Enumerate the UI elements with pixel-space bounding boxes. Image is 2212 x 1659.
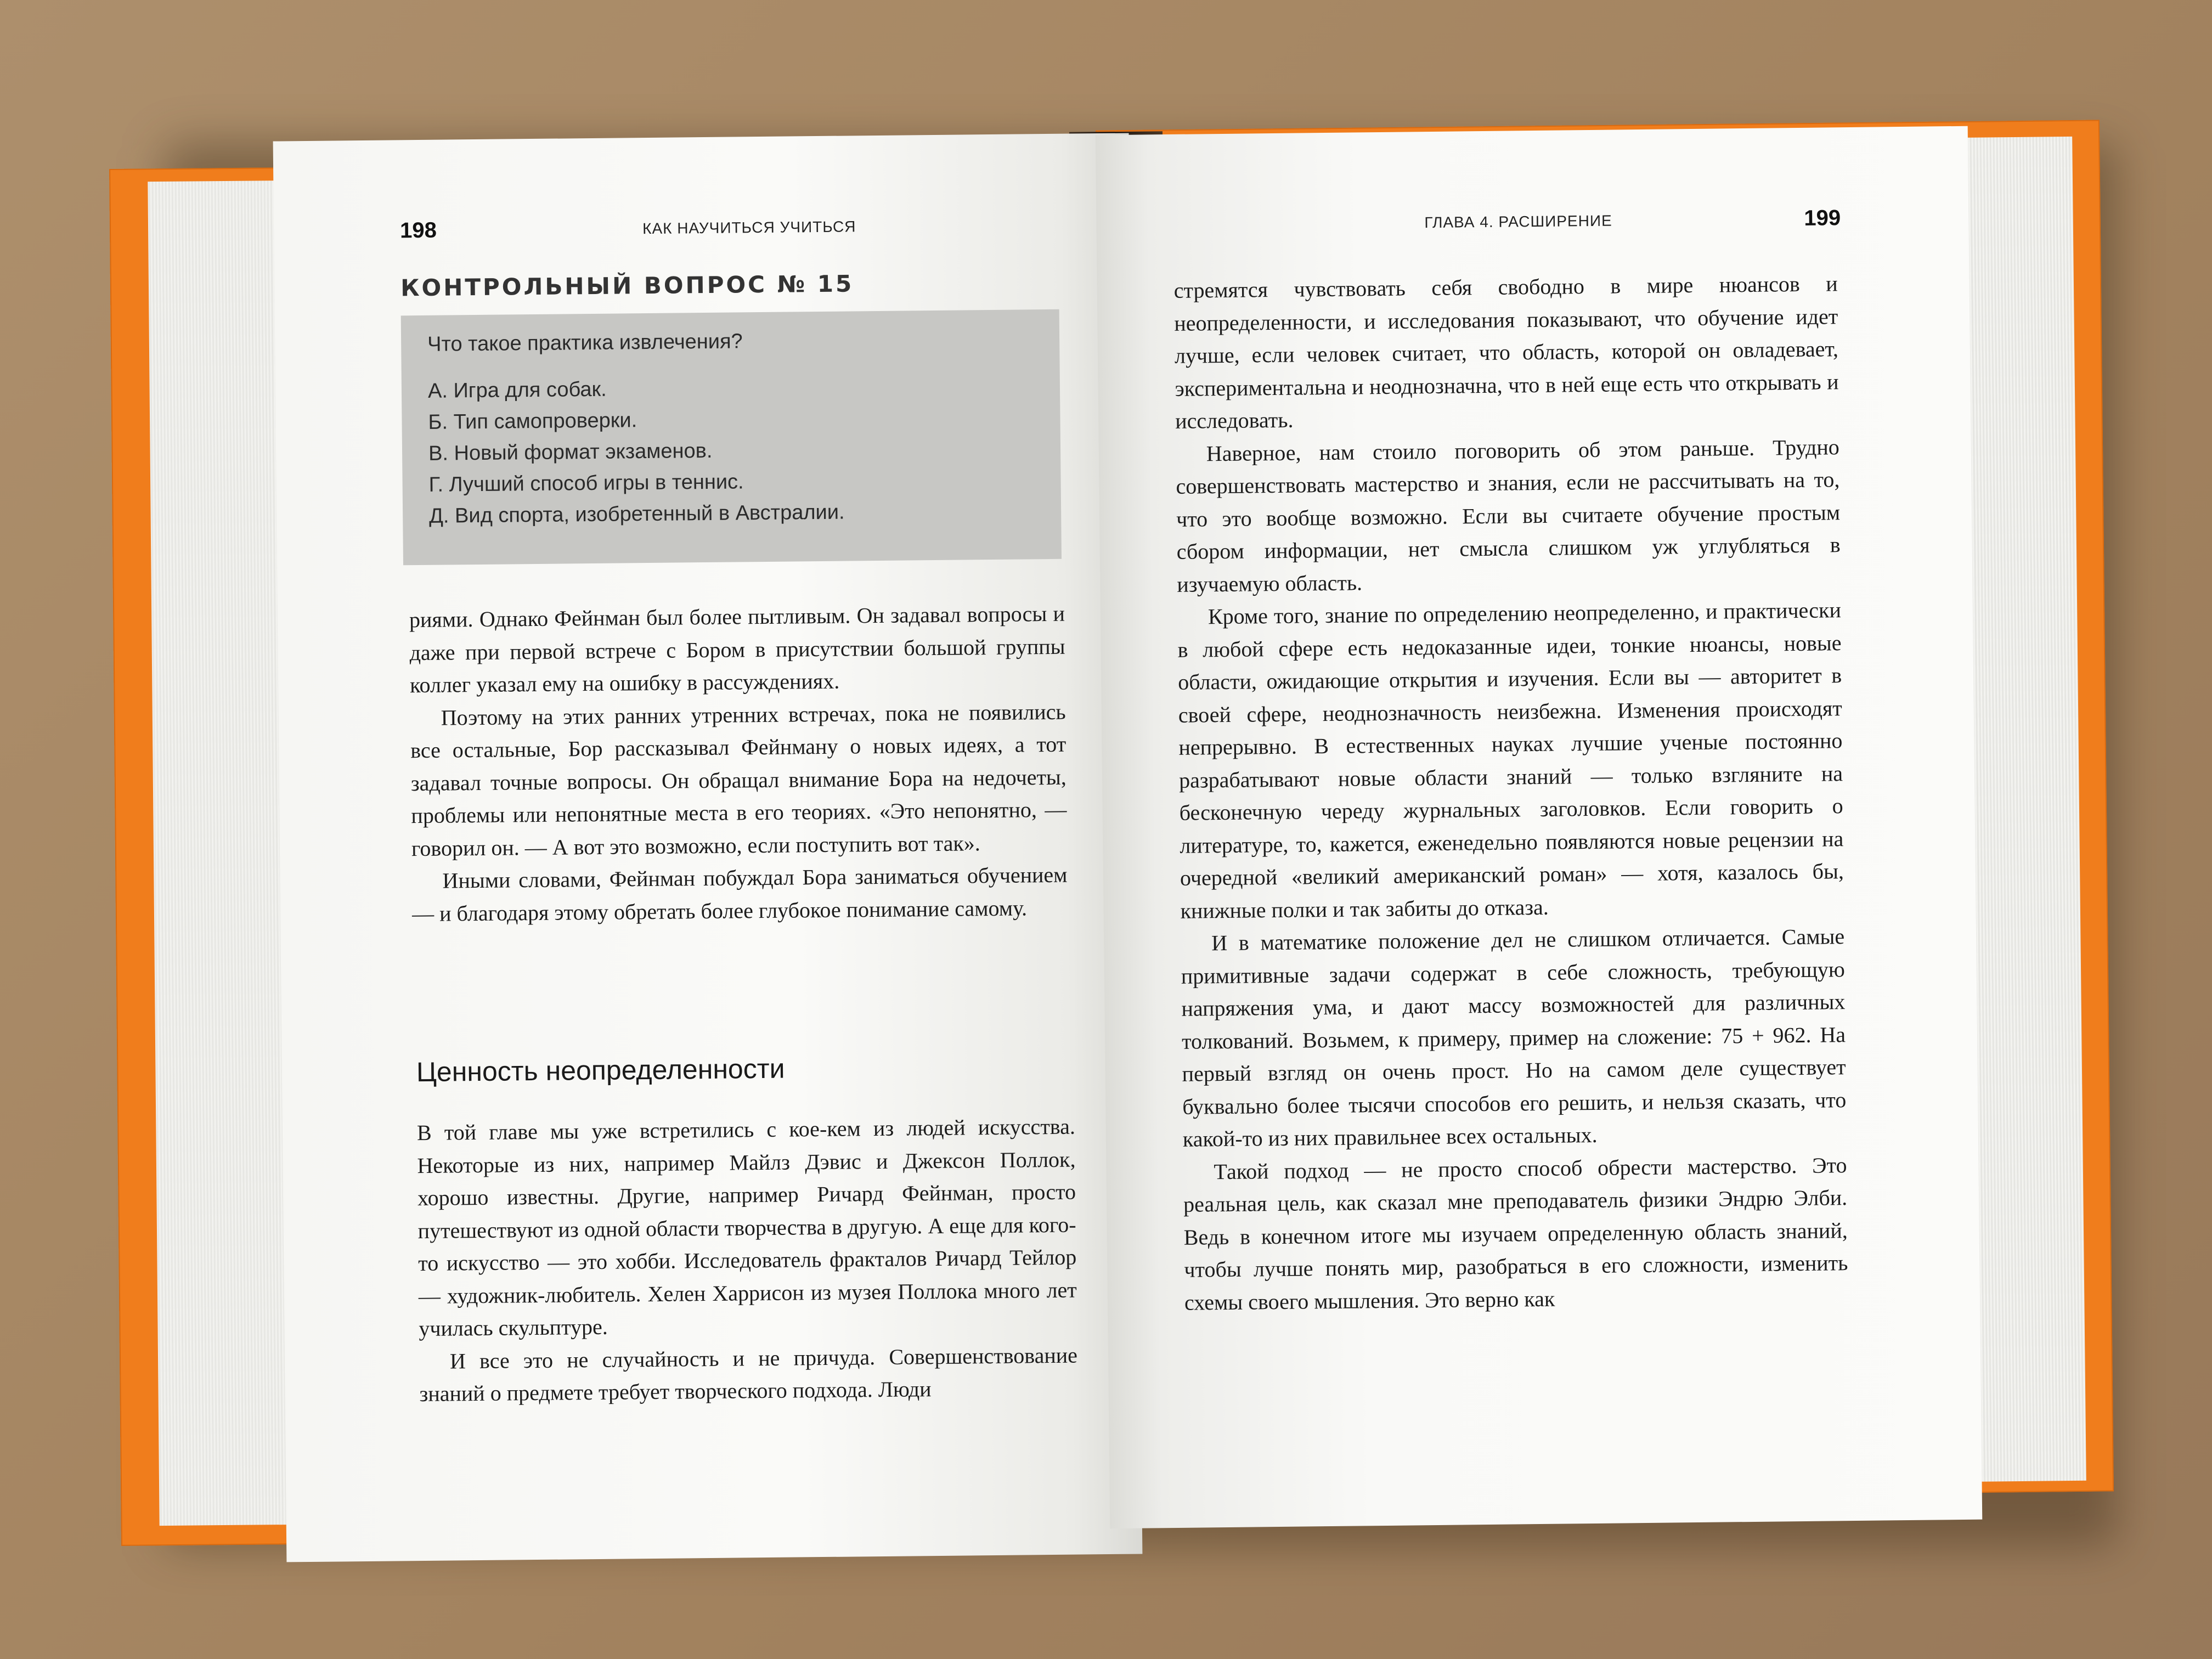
page-number: 198 <box>399 218 437 243</box>
left-page <box>273 133 1143 1562</box>
paragraph: Кроме того, знание по определению неопределенно, и практически в любой сфере есть недоказанные идеи, тонкие нюансы, новые области, ожидающие открытия и изучения. Если вы — авторитет в своей сфере, неоднозначность неизбежна. Изменения происходят непрерывно. В естественных науках лучшие ученые постоянно разрабатывают новые области знаний — только взгляните на бесконечную череду журнальных заголовков. Если говорить о литературе, то, кажется, еженедельно появляются новые рецензии на очередной «великий американский роман» — хотя, казалось бы, книжные полки и так забиты до отказа. <box>1177 597 1844 923</box>
body-text-bottom <box>417 1110 1078 1410</box>
quiz-option: Г. Лучший способ игры в теннис. <box>428 470 744 496</box>
body-text <box>1173 267 1848 1319</box>
paragraph: И в математике положение дел не слишком отличается. Самые примитивные задачи содержат в себе сложность, требующую напряжения ума, и дают массу возможностей для различных толкований. Возьмем, к примеру, пример на сложение: 75 + 962. На первый взгляд он очень прост. Но на самом деле существует буквально более тысячи способов его решить, и нельзя сказать, что какой-то из них правильнее всех остальных. <box>1181 924 1847 1152</box>
paragraph: Такой подход — не просто способ обрести мастерство. Это реальная цель, как сказал мне преподаватель физики Эндрю Элби. Ведь в конечном итоге мы изучаем определенную область знаний, чтобы лучше понять мир, разобраться в его сложности, изменить схемы своего мышления. Это верно как <box>1183 1152 1848 1315</box>
quiz-option: Д. Вид спорта, изобретенный в Австралии. <box>428 500 845 528</box>
page-number: 199 <box>1804 206 1841 230</box>
quiz-options <box>428 372 845 532</box>
quiz-option: А. Игра для собак. <box>427 377 607 403</box>
paragraph: Наверное, нам стоило поговорить об этом раньше. Трудно совершенствовать мастерство и знания, если не рассчитывать на то, что это вообще возможно. Если вы считаете обучение простым сбором информации, нет смысла слишком уж углубляться в изучаемую область. <box>1176 434 1841 597</box>
paragraph: стремятся чувствовать себя свободно в мире нюансов и неопределенности, и исследования показывают, что обучение идет лучше, если человек считает, что область, которой он овладевает, экспериментальна и неоднозначна, что в ней еще есть что открывать и исследовать. <box>1173 271 1839 433</box>
paragraph: И все это не случайность и не причуда. Совершенствование знаний о предмете требует творческого подхода. Люди <box>419 1342 1078 1407</box>
quiz-option: В. Новый формат экзаменов. <box>428 439 713 465</box>
section-title: Ценность неопределенности <box>416 1053 785 1088</box>
running-head: ГЛАВА 4. РАСШИРЕНИЕ <box>1424 212 1612 232</box>
paragraph: В той главе мы уже встретились с кое-кем из людей искусства. Некоторые из них, например Майлз Дэвис и Джексон Поллок, хорошо известны. Другие, например Ричард Фейнман, просто путешествуют из одной области творчества в другую. А еще для кого-то искусство — это хобби. Исследователь фракталов Ричард Тейлор — художник-любитель. Хелен Харрисон из музея Поллока много лет училась скульптуре. <box>416 1114 1077 1341</box>
quiz-title: КОНТРОЛЬНЫЙ ВОПРОС № 15 <box>400 270 854 302</box>
running-head: КАК НАУЧИТЬСЯ УЧИТЬСЯ <box>642 218 856 238</box>
quiz-option: Б. Тип самопроверки. <box>428 409 637 434</box>
quiz-question: Что такое практика извлечения? <box>427 330 743 356</box>
body-text-top <box>409 597 1068 930</box>
paragraph: Поэтому на этих ранних утренних встречах, пока не появились все остальные, Бор рассказывал Фейнману о новых идеях, а тот задавал точные вопросы. Он обращал внимание Бора на недочеты, проблемы или непонятные места в его теориях. «Это непонятно, — говорил он. — А вот это возможно, если поступить вот так». <box>410 699 1067 861</box>
quiz-box <box>401 309 1062 565</box>
paragraph: Иными словами, Фейнман побуждал Бора заниматься обучением — и благодаря этому обретать более глубокое понимание самому. <box>411 862 1068 926</box>
right-page <box>1096 126 1983 1529</box>
paragraph: риями. Однако Фейнман был более пытливым. Он задавал вопросы и даже при первой встрече с Бором в присутствии большой группы коллег указал ему на ошибку в рассуждениях. <box>409 601 1065 698</box>
